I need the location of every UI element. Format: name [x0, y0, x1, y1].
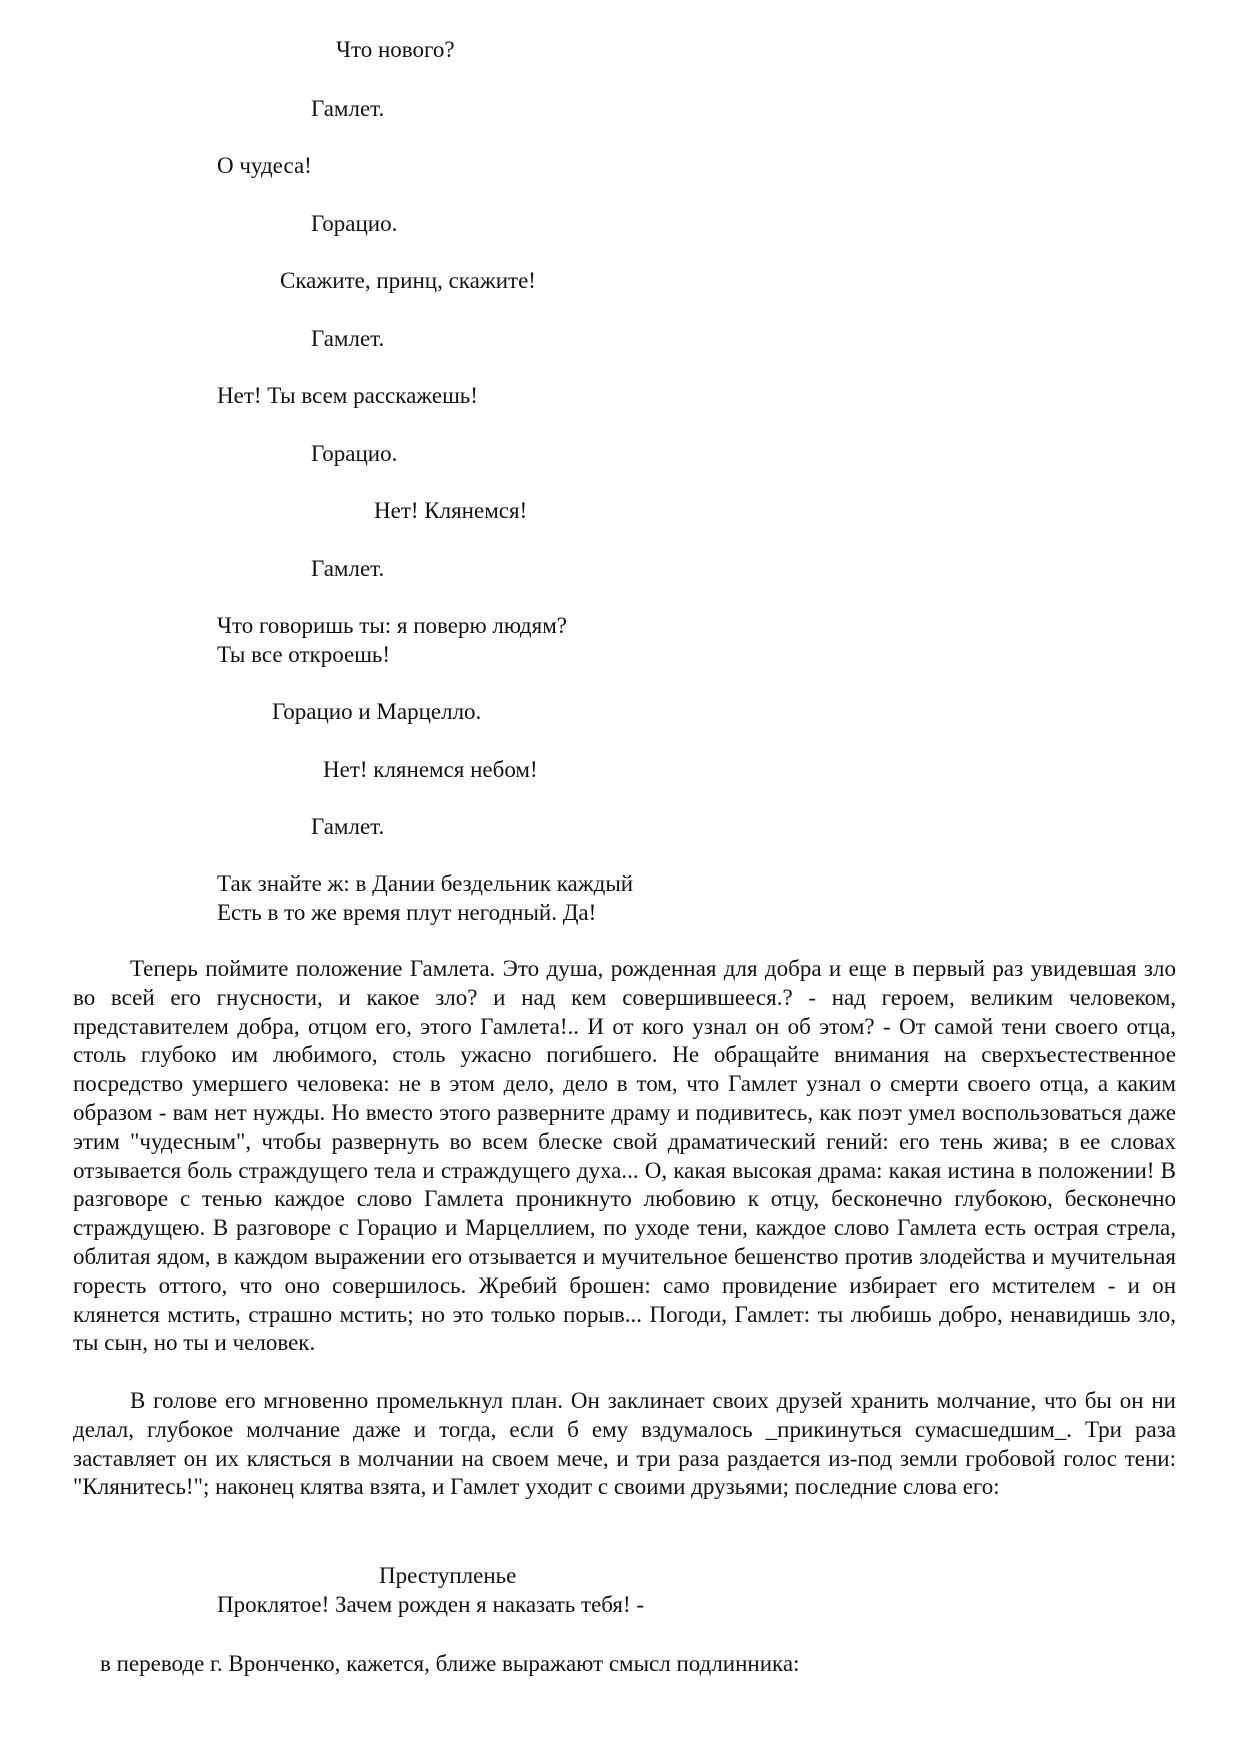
dialogue-line: Ты все откроешь! [217, 642, 391, 667]
speaker-name: Горацио. [311, 441, 398, 466]
dialogue-line: Нет! Клянемся! [374, 498, 528, 523]
speaker-name: Горацио и Марцелло. [272, 699, 482, 724]
dialogue-line: О чудеса! [217, 153, 312, 178]
quote-line: Проклятое! Зачем рожден я наказать тебя! - [217, 1592, 645, 1617]
dialogue-line: Есть в то же время плут негодный. Да! [217, 900, 597, 925]
speaker-name: Гамлет. [311, 814, 385, 839]
speaker-name: Горацио. [311, 211, 398, 236]
quote-line: Преступленье [379, 1563, 517, 1588]
dialogue-line: Так знайте ж: в Дании бездельник каждый [217, 871, 634, 896]
dialogue-line: Что говоришь ты: я поверю людям? [217, 613, 567, 638]
dialogue-line: Нет! Ты всем расскажешь! [217, 383, 478, 408]
trailing-paragraph: в переводе г. Вронченко, кажется, ближе выражают смысл подлинника: [100, 1651, 800, 1676]
dialogue-line: Что нового? [336, 37, 455, 62]
dialogue-line: Нет! клянемся небом! [323, 757, 538, 782]
body-paragraph: Теперь поймите положение Гамлета. Это душа, рожденная для добра и еще в первый раз увидевшая зло во всей его гнусности, и какое зло? и над кем совершившееся.? - над героем, великим человеком, представителем добра, отцом его, этого Гамлета!.. И от кого узнал он об этом? - От самой тени своего отца, столь глубоко им любимого, столь ужасно погибшего. Не обращайте внимания на сверхъестественное посредство умершего человека: не в этом дело, дело в том, что Гамлет узнал о смерти своего отца, а каким образом - вам нет нужды. Но вместо этого разверните драму и подивитесь, как поэт умел воспользоваться даже этим "чудесным", чтобы развернуть во всем блеске свой драматический гений: его тень жива; в ее словах отзывается боль страждущего тела и страждущего духа... О, какая высокая драма: какая истина в положении! В разговоре с тенью каждое слово Гамлета проникнуто любовию к отцу, бесконечно глубокою, бесконечно страждущею. В разговоре с Горацио и Марцеллием, по уходе тени, каждое слово Гамлета есть острая стрела, облитая ядом, в каждом выражении его отзывается и мучительное бешенство против злодейства и мучительная горесть оттого, что оно совершилось. Жребий брошен: само провидение избирает его мстителем - и он клянется мстить, страшно мстить; но это только порыв... Погоди, Гамлет: ты любишь добро, ненавидишь зло, ты сын, но ты и человек. [73, 956, 1176, 1356]
dialogue-line: Скажите, принц, скажите! [280, 268, 536, 293]
speaker-name: Гамлет. [311, 96, 385, 121]
speaker-name: Гамлет. [311, 326, 385, 351]
body-paragraph: В голове его мгновенно промелькнул план. Он заклинает своих друзей хранить молчание, что бы он ни делал, глубокое молчание даже и тогда, если б ему вздумалось _прикинуться сумасшедшим_. Три раза заставляет он их клясться в молчании на своем мече, и три раза раздается из-под земли гробовой голос тени: "Клянитесь!"; наконец клятва взята, и Гамлет уходит с своими друзьями; последние слова его: [73, 1388, 1176, 1500]
speaker-name: Гамлет. [311, 556, 385, 581]
